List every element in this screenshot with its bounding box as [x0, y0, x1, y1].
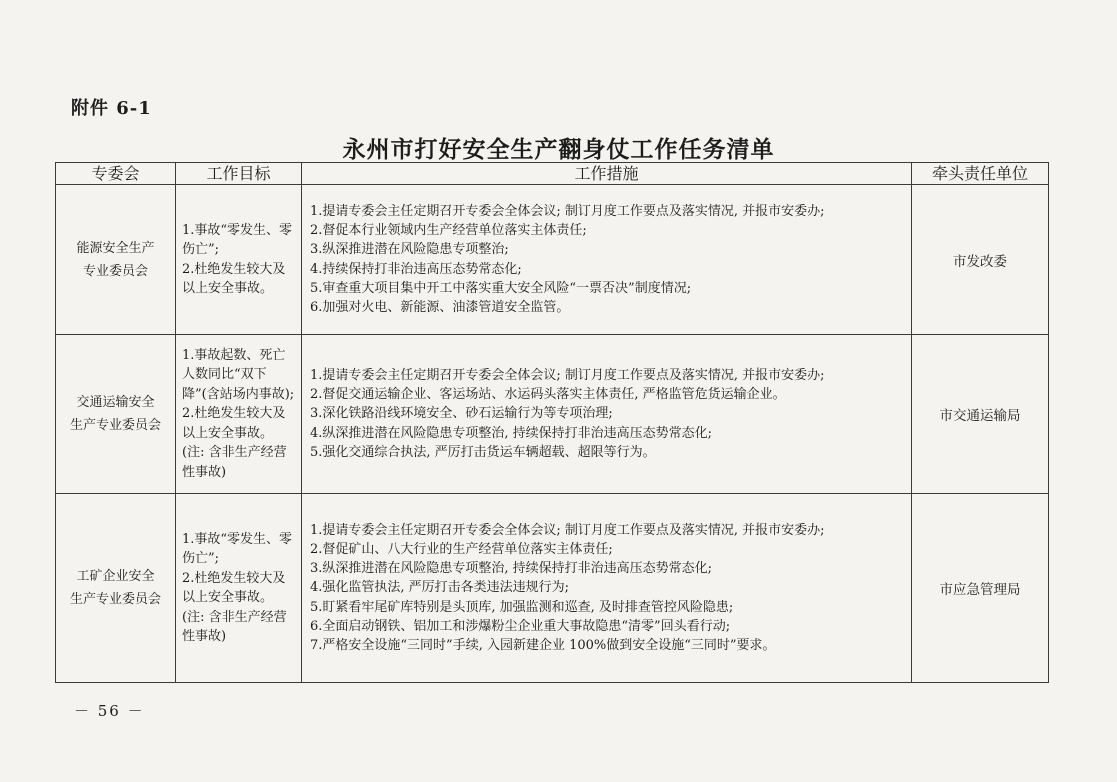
document-title: 永州市打好安全生产翻身仗工作任务清单 [342, 136, 775, 163]
committee-cell: 工矿企业安全 生产专业委员会 [56, 494, 176, 683]
table-header-row [56, 163, 1049, 185]
measures-cell: 1.提请专委会主任定期召开专委会全体会议; 制订月度工作要点及落实情况, 并报市安委办; 2.督促矿山、八大行业的生产经营单位落实主体责任; 3.纵深推进潜在风险隐患专项整治, 持续保持打非治违高压态势常态化; 4.强化监管执法, 严厉打击各类违法违规行为; 5.盯紧看牢尾矿库特别是头顶库, 加强监测和巡查, 及时排查管控风险隐患; 6.全面启动钢铁、铝加工和涉爆粉尘企业重大事故隐患“清零”回头看行动; 7.严格安全设施“三同时”手续, 入园新建企业 100%做到安全设施“三同时”要求。 [302, 494, 912, 683]
committee-cell: 交通运输安全 生产专业委员会 [56, 335, 176, 494]
header-committee: 专委会 [56, 163, 176, 185]
committee-cell: 能源安全生产 专业委员会 [56, 185, 176, 335]
lead-unit-cell: 市交通运输局 [912, 335, 1049, 494]
goal-cell: 1.事故“零发生、零伤亡”; 2.杜绝发生较大及以上安全事故。(注: 含非生产经营性事故) [176, 494, 302, 683]
table-row [56, 494, 1049, 683]
lead-unit-cell: 市应急管理局 [912, 494, 1049, 683]
measures-cell: 1.提请专委会主任定期召开专委会全体会议; 制订月度工作要点及落实情况, 并报市安委办; 2.督促交通运输企业、客运场站、水运码头落实主体责任, 严格监管危货运输企业。 3.深化铁路沿线环境安全、砂石运输行为等专项治理; 4.纵深推进潜在风险隐患专项整治, 持续保持打非治违高压态势常态化; 5.强化交通综合执法, 严厉打击货运车辆超载、超限等行为。 [302, 335, 912, 494]
header-goal: 工作目标 [176, 163, 302, 185]
task-list-table [55, 162, 1049, 683]
measures-cell: 1.提请专委会主任定期召开专委会全体会议; 制订月度工作要点及落实情况, 并报市安委办; 2.督促本行业领域内生产经营单位落实主体责任; 3.纵深推进潜在风险隐患专项整治; 4.持续保持打非治违高压态势常态化; 5.审查重大项目集中开工中落实重大安全风险“一票否决”制度情况; 6.加强对火电、新能源、油漆管道安全监管。 [302, 185, 912, 335]
goal-cell: 1.事故“零发生、零伤亡”; 2.杜绝发生较大及以上安全事故。 [176, 185, 302, 335]
lead-unit-cell: 市发改委 [912, 185, 1049, 335]
table-row [56, 335, 1049, 494]
attachment-label: 附件 6-1 [71, 98, 152, 119]
header-lead-unit: 牵头责任单位 [912, 163, 1049, 185]
header-measures: 工作措施 [302, 163, 912, 185]
goal-cell: 1.事故起数、死亡人数同比“双下降”(含站场内事故); 2.杜绝发生较大及以上安全事故。(注: 含非生产经营性事故) [176, 335, 302, 494]
page-number: － 56 － [74, 702, 145, 720]
table-row [56, 185, 1049, 335]
